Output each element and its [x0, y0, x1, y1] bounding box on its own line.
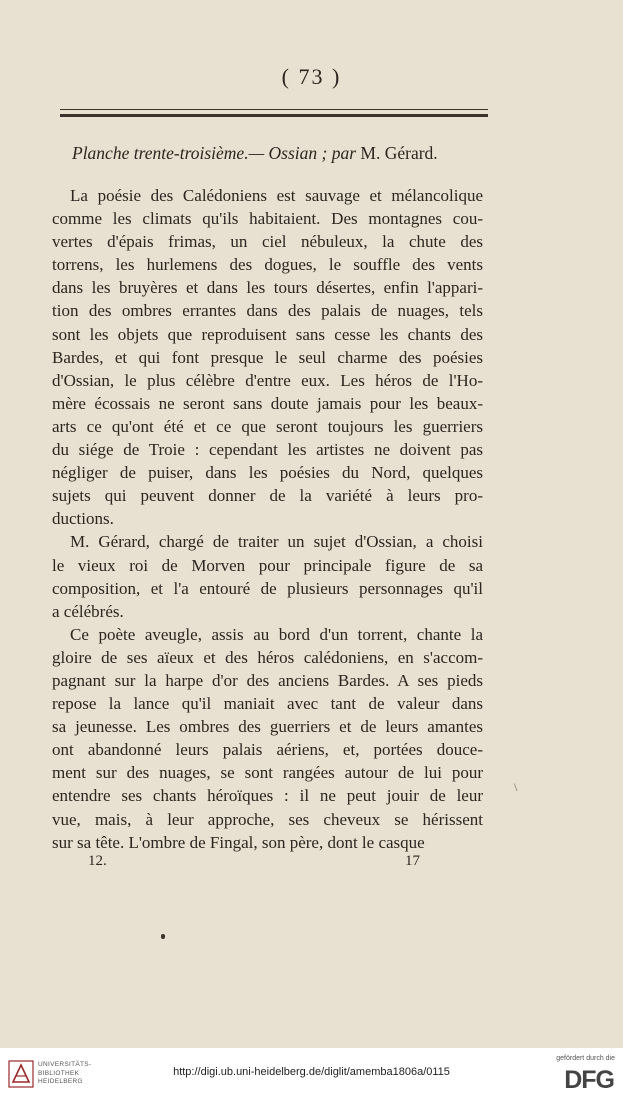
plate-author: M. Gérard.	[360, 143, 438, 163]
paragraph	[52, 623, 483, 854]
body-text	[52, 184, 483, 854]
text-line: M. Gérard, chargé de traiter un sujet d'Ossian, a choisi	[70, 532, 483, 552]
text-line: Ce poète aveugle, assis au bord d'un torrent, chante la	[70, 624, 483, 644]
signature-mark-right: 17	[405, 853, 420, 869]
text-line: d'Ossian, le plus célèbre d'entre eux. Les héros de l'Ho-	[52, 370, 483, 390]
library-name-line: HEIDELBERG	[38, 1078, 83, 1085]
text-line: a célébrés.	[52, 601, 124, 621]
text-line: ductions.	[52, 509, 114, 529]
text-line: du siége de Troie : cependant les artistes ne doivent pas	[52, 440, 483, 460]
margin-mark: \	[514, 780, 518, 794]
source-url-link[interactable]: http://digi.ub.uni-heidelberg.de/diglit/amemba1806a/0115	[173, 1066, 450, 1078]
funding-note: gefördert durch die	[556, 1055, 615, 1062]
text-line: pagnant sur la harpe d'or des anciens Bardes. A ses pieds	[52, 670, 483, 690]
text-line: comme les climats qu'ils habitaient. Des montagnes cou-	[52, 209, 483, 229]
text-line: le vieux roi de Morven pour principale figure de sa	[52, 555, 483, 575]
plate-title-label: Planche trente-troisième.	[72, 143, 249, 163]
text-line: vertes d'épais frimas, un ciel nébuleux, la chute des	[52, 232, 483, 252]
viewer-footer	[0, 1048, 623, 1099]
paragraph	[52, 184, 483, 530]
ink-speck	[161, 934, 165, 939]
text-line: vue, mais, à leur approche, ses cheveux se hérissent	[52, 809, 483, 829]
text-line: sur sa tête. L'ombre de Fingal, son père, dont le casque	[52, 832, 425, 852]
text-line: arts ce qu'ont été et ce que seront toujours les guerriers	[52, 416, 483, 436]
dfg-logo: DFG	[564, 1066, 614, 1094]
text-line: torrens, les hurlemens des dogues, le souffle des vents	[52, 255, 483, 275]
text-line: composition, et l'a entouré de plusieurs personnages qu'il	[52, 578, 483, 598]
text-line: Bardes, et qui font presque le seul charme des poésies	[52, 347, 483, 367]
text-line: entendre ses chants héroïques : il ne peut jouir de leur	[52, 786, 483, 806]
text-line: gloire de ses aïeux et des héros calédoniens, en s'accom-	[52, 647, 483, 667]
text-line: sont les objets que reproduisent sans cesse les chants des	[52, 324, 483, 344]
text-line: La poésie des Calédoniens est sauvage et mélancolique	[70, 186, 483, 205]
header-rule-thin	[60, 109, 488, 110]
plate-subject: — Ossian ; par	[248, 143, 357, 163]
library-name-line: UNIVERSITÄTS-	[38, 1061, 92, 1068]
text-line: sa jeunesse. Les ombres des guerriers et de leurs amantes	[52, 717, 483, 737]
text-line: repose la lance qu'il maniait avec tant de valeur dans	[52, 694, 483, 714]
header-rule-thick	[60, 114, 488, 117]
plate-title	[72, 143, 492, 164]
page-number: ( 73 )	[281, 64, 342, 89]
paragraph	[52, 530, 483, 622]
signature-mark-left: 12.	[88, 853, 107, 869]
text-line: dans les bruyères et dans les tours désertes, enfin l'appari-	[52, 278, 483, 298]
text-line: négliger de puiser, dans les poésies du Nord, quelques	[52, 463, 483, 483]
text-line: tion des ombres errantes dans des palais de nuages, tels	[52, 301, 483, 321]
text-line: ment sur des nuages, se sont rangées autour de lui pour	[52, 763, 483, 783]
text-line: ont abandonné leurs palais aériens, et, portées douce-	[52, 740, 483, 760]
library-name-line: BIBLIOTHEK	[38, 1069, 80, 1077]
text-line: sujets qui peuvent donner de la variété à leurs pro-	[52, 486, 483, 506]
text-line: mère écossais ne seront sans doute jamais pour les beaux-	[52, 393, 483, 413]
